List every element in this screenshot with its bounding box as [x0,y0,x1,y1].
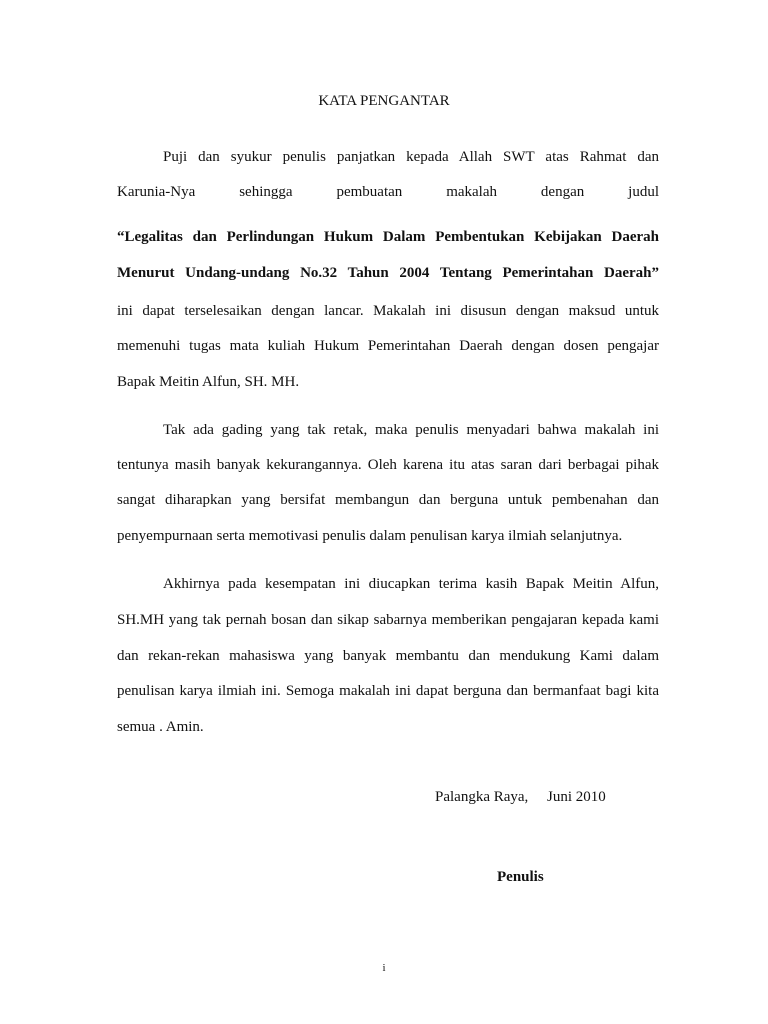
text-line: penulisan karya ilmiah ini. Semoga makalah ini dapat berguna dan bermanfaat bagi kita [117,683,659,699]
place-date: Palangka Raya, Juni 2010 [435,789,606,805]
text-line: Karunia-Nya sehingga pembuatan makalah dengan judul [117,184,659,200]
page-number: i [382,962,386,974]
text-line: Puji dan syukur penulis panjatkan kepada Allah SWT atas Rahmat dan [163,149,659,165]
text-line: Akhirnya pada kesempatan ini diucapkan terima kasih Bapak Meitin Alfun, [163,576,659,592]
text-line: Menurut Undang-undang No.32 Tahun 2004 Tentang Pemerintahan Daerah” [117,265,659,281]
text-line: semua . Amin. [117,719,204,735]
page-title: KATA PENGANTAR [318,93,450,109]
text-line: Tak ada gading yang tak retak, maka penulis menyadari bahwa makalah ini [163,422,659,438]
text-line: tentunya masih banyak kekurangannya. Oleh karena itu atas saran dari berbagai pihak [117,457,659,473]
text-line: Bapak Meitin Alfun, SH. MH. [117,374,300,390]
text-line: dan rekan-rekan mahasiswa yang banyak membantu dan mendukung Kami dalam [117,648,659,664]
text-line: penyempurnaan serta memotivasi penulis dalam penulisan karya ilmiah selanjutnya. [117,528,623,544]
text-line: memenuhi tugas mata kuliah Hukum Pemerintahan Daerah dengan dosen pengajar [117,338,659,354]
text-line: “Legalitas dan Perlindungan Hukum Dalam Pembentukan Kebijakan Daerah [117,229,659,245]
author-signature: Penulis [497,869,544,885]
text-line: sangat diharapkan yang bersifat membangun dan berguna untuk pembenahan dan [117,492,659,508]
text-line: ini dapat terselesaikan dengan lancar. Makalah ini disusun dengan maksud untuk [117,303,659,319]
text-line: SH.MH yang tak pernah bosan dan sikap sabarnya memberikan pengajaran kepada kami [117,612,659,628]
